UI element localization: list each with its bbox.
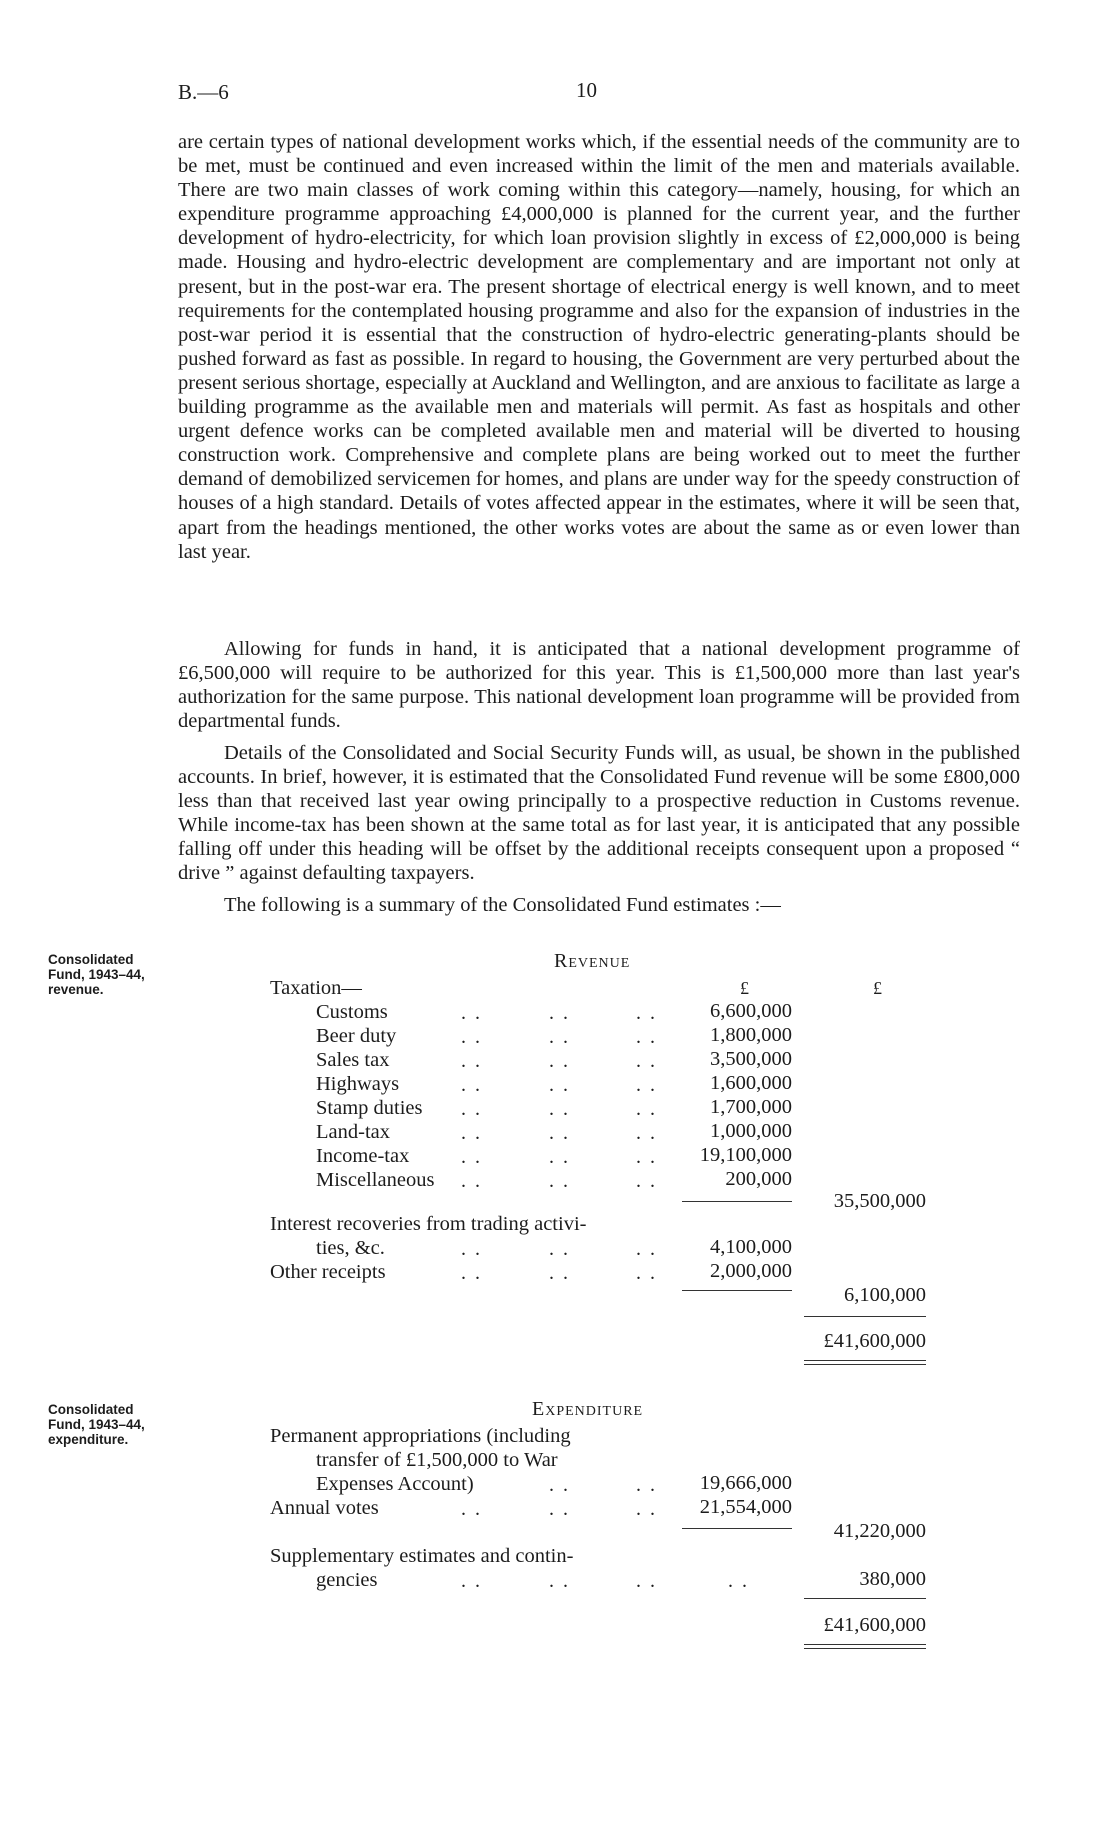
expenditure-subtotal-rule: [682, 1528, 792, 1529]
taxation-item-label: Highways: [316, 1073, 400, 1095]
taxation-item-dots: . .: [549, 1050, 570, 1072]
taxation-item-dots: . .: [636, 1170, 657, 1192]
annual-dots-1: . .: [461, 1498, 482, 1520]
annual-dots-3: . .: [636, 1498, 657, 1520]
taxation-item-dots: . .: [549, 1026, 570, 1048]
page-number: 10: [576, 78, 597, 102]
annual-dots-2: . .: [549, 1498, 570, 1520]
expenditure-heading: Expenditure: [532, 1398, 644, 1420]
interest-label-line2: ties, &c.: [316, 1237, 385, 1259]
taxation-item-label: Sales tax: [316, 1049, 390, 1071]
taxation-item-dots: . .: [549, 1098, 570, 1120]
permanent-label-line1: Permanent appropriations (including: [270, 1425, 571, 1447]
interest-dots-1: . .: [461, 1238, 482, 1260]
taxation-item-dots: . .: [461, 1074, 482, 1096]
taxation-item-amount: 1,700,000: [710, 1096, 792, 1118]
permanent-amount: 19,666,000: [699, 1472, 792, 1494]
revenue-grand-total: £41,600,000: [823, 1330, 926, 1352]
taxation-item-dots: . .: [636, 1050, 657, 1072]
paragraph-3: Details of the Consolidated and Social Security Funds will, as usual, be shown in the published accounts. In brief, however, it is estimated that the Consolidated Fund revenue will be some £800,000 less than that received last year owing principally to a prospective reduction in Customs revenue. While income-tax has been shown at the same total as for last year, it is anticipated that any possible falling off under this heading will be offset by the additional receipts consequent upon a proposed “ drive ” against defaulting taxpayers.: [178, 742, 1020, 885]
permanent-dots-1: . .: [549, 1474, 570, 1496]
taxation-item-amount: 19,100,000: [699, 1144, 792, 1166]
taxation-item-dots: . .: [461, 1122, 482, 1144]
taxation-item-dots: . .: [549, 1170, 570, 1192]
other-dots-3: . .: [636, 1262, 657, 1284]
taxation-item-label: Miscellaneous: [316, 1169, 435, 1191]
taxation-item-dots: . .: [549, 1002, 570, 1024]
margin-note-revenue: Consolidated Fund, 1943–44, revenue.: [48, 952, 145, 997]
interest-dots-2: . .: [549, 1238, 570, 1260]
annual-votes-label: Annual votes: [270, 1497, 379, 1519]
taxation-total: 35,500,000: [833, 1190, 926, 1212]
taxation-item-dots: . .: [636, 1122, 657, 1144]
revenue-total-rule: [804, 1316, 926, 1317]
other-dots-1: . .: [461, 1262, 482, 1284]
annual-votes-amount: 21,554,000: [699, 1496, 792, 1518]
supp-dots-2: . .: [549, 1570, 570, 1592]
taxation-item-dots: . .: [549, 1146, 570, 1168]
revenue-double-rule: [804, 1360, 926, 1365]
taxation-item-dots: . .: [549, 1074, 570, 1096]
interest-label-line1: Interest recoveries from trading activi-: [270, 1213, 587, 1235]
taxation-item-amount: 200,000: [725, 1168, 792, 1190]
taxation-item-dots: . .: [461, 1146, 482, 1168]
taxation-subtotal-rule: [682, 1201, 792, 1202]
body-paragraph-4: [178, 893, 1020, 917]
col2-currency: £: [873, 978, 882, 998]
section-code: B.—6: [178, 80, 229, 104]
supp-dots-4: . .: [728, 1570, 749, 1592]
body-paragraph-1: [178, 130, 1020, 564]
supplementary-amount: 380,000: [859, 1568, 926, 1590]
taxation-item-dots: . .: [549, 1122, 570, 1144]
expenditure-grand-total: £41,600,000: [823, 1614, 926, 1636]
taxation-item-label: Land-tax: [316, 1121, 390, 1143]
supp-dots-1: . .: [461, 1570, 482, 1592]
revenue-heading: Revenue: [554, 950, 631, 972]
taxation-item-amount: 1,000,000: [710, 1120, 792, 1142]
other-receipts-label: Other receipts: [270, 1261, 386, 1283]
taxation-item-label: Beer duty: [316, 1025, 397, 1047]
paragraph-2: Allowing for funds in hand, it is anticipated that a national development programme of £6,500,000 will require to be authorized for this year. This is £1,500,000 more than last year's authorization for the same purpose. This national development loan programme will be provided from departmental funds.: [178, 638, 1020, 733]
permanent-dots-2: . .: [636, 1474, 657, 1496]
interest-amount: 4,100,000: [710, 1236, 792, 1258]
other-subtotal-rule: [682, 1290, 792, 1291]
taxation-item-label: Stamp duties: [316, 1097, 423, 1119]
paragraph-4: The following is a summary of the Consolidated Fund estimates :—: [224, 894, 781, 916]
permanent-label-line2: transfer of £1,500,000 to War: [316, 1449, 558, 1471]
body-paragraph-2: [178, 637, 1020, 733]
taxation-item-dots: . .: [636, 1026, 657, 1048]
taxation-item-dots: . .: [461, 1026, 482, 1048]
taxation-item-amount: 1,600,000: [710, 1072, 792, 1094]
supp-dots-3: . .: [636, 1570, 657, 1592]
supplementary-label-line1: Supplementary estimates and contin-: [270, 1545, 574, 1567]
supplementary-label-line2: gencies: [316, 1569, 378, 1591]
taxation-item-dots: . .: [461, 1098, 482, 1120]
taxation-item-dots: . .: [636, 1098, 657, 1120]
taxation-item-label: Income-tax: [316, 1145, 410, 1167]
other-receipts-amount: 2,000,000: [710, 1260, 792, 1282]
taxation-item-label: Customs: [316, 1001, 388, 1023]
expenditure-subtotal: 41,220,000: [833, 1520, 926, 1542]
col1-currency: £: [740, 978, 749, 998]
taxation-item-dots: . .: [636, 1074, 657, 1096]
permanent-label-line3: Expenses Account): [316, 1473, 474, 1495]
taxation-item-dots: . .: [461, 1002, 482, 1024]
other-total: 6,100,000: [844, 1284, 926, 1306]
taxation-item-dots: . .: [636, 1002, 657, 1024]
taxation-item-amount: 3,500,000: [710, 1048, 792, 1070]
taxation-item-dots: . .: [461, 1050, 482, 1072]
paragraph-1: are certain types of national development works which, if the essential needs of the community are to be met, must be continued and even increased within the limit of the men and materials available. There are two main classes of work coming within this category—namely, housing, for which an expenditure programme approaching £4,000,000 is planned for the current year, and the further development of hydro-electricity, for which loan provision slightly in excess of £2,000,000 is being made. Housing and hydro-electric development are complementary and are important not only at present, but in the post-war era. The present shortage of electrical energy is well known, and to meet requirements for the contemplated housing programme and also for the expansion of industries in the post-war period it is essential that the construction of hydro-electric generating-plants should be pushed forward as fast as possible. In regard to housing, the Government are very perturbed about the present serious shortage, especially at Auckland and Wellington, and are anxious to facilitate as large a building programme as the available men and materials will permit. As fast as hospitals and other urgent defence works can be completed available men and material will be diverted to housing construction work. Comprehensive and complete plans are being worked out to meet the further demand of demobilized servicemen for homes, and plans are under way for the speedy construction of houses of a high standard. Details of votes affected appear in the estimates, where it will be seen that, apart from the headings mentioned, the other works votes are about the same as or even lower than last year.: [178, 131, 1020, 563]
taxation-item-dots: . .: [636, 1146, 657, 1168]
body-paragraph-3: [178, 741, 1020, 886]
expenditure-total-rule: [804, 1598, 926, 1599]
taxation-item-amount: 1,800,000: [710, 1024, 792, 1046]
interest-dots-3: . .: [636, 1238, 657, 1260]
other-dots-2: . .: [549, 1262, 570, 1284]
taxation-label: Taxation—: [270, 977, 362, 999]
expenditure-double-rule: [804, 1644, 926, 1649]
margin-note-expenditure: Consolidated Fund, 1943–44, expenditure.: [48, 1402, 145, 1447]
taxation-item-dots: . .: [461, 1170, 482, 1192]
taxation-item-amount: 6,600,000: [710, 1000, 792, 1022]
